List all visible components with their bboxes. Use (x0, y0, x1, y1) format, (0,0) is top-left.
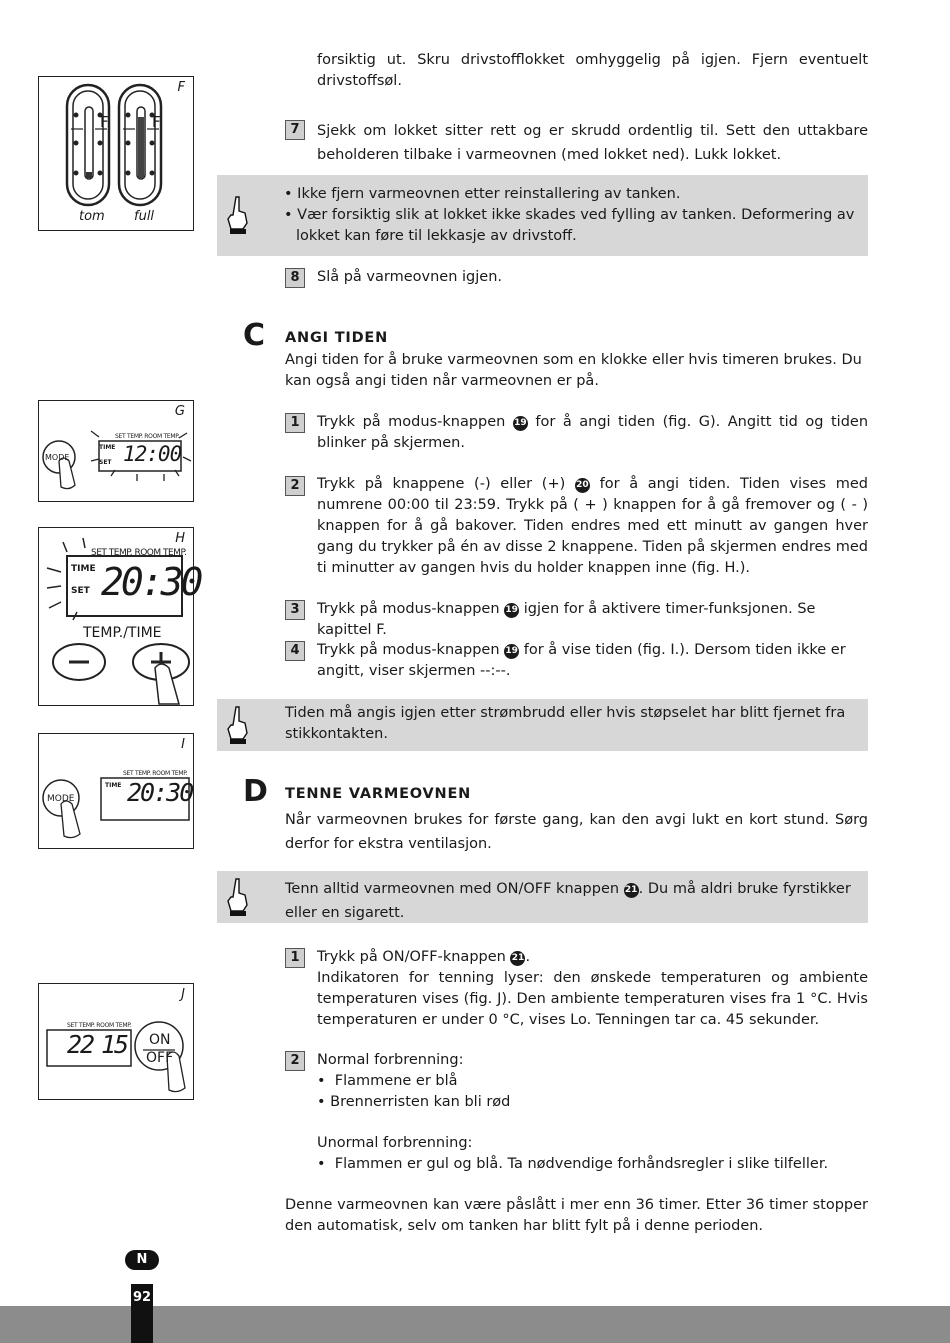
fuel-gauge-illustration (39, 77, 195, 232)
figure-j (38, 983, 194, 1100)
abnormal-title: Unormal forbrenning: (317, 1135, 473, 1151)
info-note (217, 699, 868, 751)
button-ref-badge: 19 (504, 644, 519, 659)
lcd-header: SET TEMP. ROOM TEMP. (91, 548, 187, 558)
step-number: 7 (285, 120, 305, 140)
figure-letter: I (181, 737, 185, 752)
lcd-header: SET TEMP. ROOM TEMP. (115, 433, 180, 440)
figure-f (38, 76, 194, 231)
note-text: Tenn alltid varmeovnen med ON/OFF knappen 21. Du må aldri bruke fyrstikker eller en sigarett. (285, 881, 851, 921)
step-number: 1 (285, 413, 305, 433)
intro-text: forsiktig ut. Skru drivstofflokket omhyggelig på igjen. Fjern eventuelt drivstoffsøl. (317, 52, 868, 89)
button-ref-badge: 19 (504, 603, 519, 618)
step-text: Trykk på modus-knappen 19 igjen for å aktivere timer-funksjonen. Se kapittel F. (317, 601, 816, 638)
temp-time-caption: TEMP./TIME (83, 625, 162, 641)
note-bullet: • Vær forsiktig slik at lokket ikke skades ved fylling av tanken. Deformering av lokket kan føre til lekkasje av drivstoff. (284, 207, 855, 244)
pointing-hand-icon (226, 195, 250, 235)
figure-letter: J (181, 987, 185, 1002)
lcd-set-label: SET (71, 586, 90, 596)
page-number: 92 (132, 1290, 152, 1305)
lcd-set-label: SET (99, 459, 112, 466)
step-number: 4 (285, 641, 305, 661)
mode-button: MODE (45, 453, 70, 462)
lcd-time-label: TIME (71, 564, 96, 574)
button-ref-badge: 21 (510, 951, 525, 966)
step-number: 2 (285, 1051, 305, 1071)
pointing-hand-icon (226, 877, 250, 917)
lcd-header: SET TEMP. ROOM TEMP. (67, 1022, 132, 1029)
section-title: TENNE VARMEOVNEN (285, 786, 472, 802)
warning-note (217, 175, 868, 256)
normal-item: • Brennerristen kan bli rød (317, 1094, 511, 1110)
abnormal-item: • Flammen er gul og blå. Ta nødvendige forhåndsregler i slike tilfeller. (317, 1156, 829, 1172)
lcd-set-temp: 22 (67, 1030, 94, 1059)
figure-letter: H (175, 531, 185, 546)
step-text: Trykk på knappene (-) eller (+) 20 for å angi tiden. Tiden vises med numrene 00:00 til 23:59. Trykk på ( + ) knappen for å gå fremover og ( - ) knappen for å gå bakover. Tiden endres med ett minutt av gangen hver gang du trykker på én av disse 2 knappene. Tiden på skjermen endres med ti minutter av gangen hvis du holder knappen inne (fig. H.). (317, 476, 869, 576)
language-badge: N (125, 1250, 159, 1270)
lcd-time-label: TIME (105, 782, 122, 789)
gauge-mark-right: F (152, 113, 161, 131)
button-ref-badge: 19 (513, 416, 528, 431)
mode-button: MODE (47, 794, 75, 804)
figure-h (38, 527, 201, 706)
step-number: 3 (285, 600, 305, 620)
pointing-hand-icon (226, 705, 250, 745)
step-text: Trykk på ON/OFF-knappen 21. (317, 949, 531, 965)
lcd-room-temp: 15 (101, 1030, 128, 1059)
normal-title: Normal forbrenning: (317, 1052, 464, 1068)
figure-letter: G (174, 404, 185, 419)
figure-letter: F (177, 80, 185, 95)
step-number: 1 (285, 948, 305, 968)
warning-note (217, 871, 868, 923)
section-letter: C (243, 318, 266, 353)
step-number: 2 (285, 476, 305, 496)
off-label: OFF (146, 1050, 174, 1066)
lcd-time-value: 20:30 (127, 778, 193, 807)
on-label: ON (149, 1032, 171, 1048)
normal-item: • Flammene er blå (317, 1073, 458, 1089)
step-text: Trykk på modus-knappen 19 for å angi tiden (fig. G). Angitt tid og tiden blinker på skjermen. (317, 414, 869, 451)
step-detail: Indikatoren for tenning lyser: den ønskede temperaturen og ambiente temperaturen vises (fig. J). Den ambiente temperaturen vises fra 1 °C. Hvis temperaturen er under 0 °C, vises Lo. Tenningen tar ca. 45 sekunder. (317, 970, 868, 1028)
section-intro: Når varmeovnen brukes for første gang, kan den avgi lukt en kort stund. Sørg derfor for ekstra ventilasjon. (285, 812, 868, 852)
step-text: Sjekk om lokket sitter rett og er skrudd ordentlig til. Sett den uttakbare beholderen tilbake i varmeovnen (med lokket ned). Lukk lokket. (317, 123, 868, 163)
step-text: Trykk på modus-knappen 19 for å vise tiden (fig. I.). Dersom tiden ikke er angitt, viser skjermen --:--. (317, 642, 846, 679)
lcd-header: SET TEMP. ROOM TEMP. (123, 770, 188, 777)
note-text: Tiden må angis igjen etter strømbrudd eller hvis støpselet har blitt fjernet fra stikkontakten. (285, 705, 846, 742)
lcd-time-value: 12:00 (123, 442, 182, 466)
button-ref-badge: 21 (624, 883, 639, 898)
label-full: full (134, 209, 155, 224)
lcd-time-value: 20:30 (101, 560, 201, 604)
step-number: 8 (285, 268, 305, 288)
lcd-time-label: TIME (99, 444, 116, 451)
figure-i (38, 733, 194, 849)
step-text: Slå på varmeovnen igjen. (317, 269, 502, 285)
section-intro: Angi tiden for å bruke varmeovnen som en klokke eller hvis timeren brukes. Du kan også angi tiden når varmeovnen er på. (285, 352, 862, 389)
button-ref-badge: 20 (575, 478, 590, 493)
gauge-mark-left: F (100, 113, 109, 131)
closing-text: Denne varmeovnen kan være påslått i mer enn 36 timer. Etter 36 timer stopper den automatisk, selv om tanken har blitt fylt på i denne perioden. (285, 1197, 868, 1234)
label-empty: tom (79, 209, 105, 224)
figure-g (38, 400, 194, 502)
note-bullet: • Ikke fjern varmeovnen etter reinstallering av tanken. (284, 186, 681, 202)
section-title: ANGI TIDEN (285, 330, 389, 346)
section-letter: D (243, 774, 268, 809)
